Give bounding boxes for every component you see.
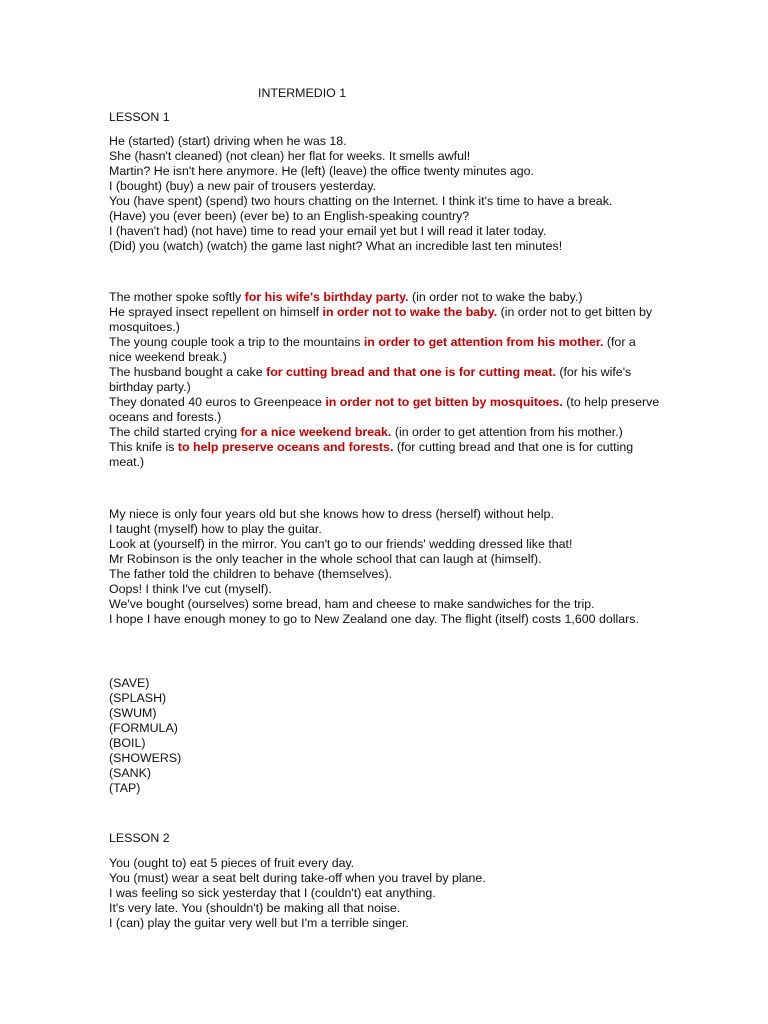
highlighted-answer: to help preserve oceans and forests. (177, 440, 394, 454)
highlighted-answer: in order not to wake the baby. (322, 305, 498, 319)
vocabulary-list (109, 676, 661, 796)
vocabulary-word: (SANK) (109, 766, 151, 780)
tenses-exercise (109, 134, 661, 254)
exercise-line: (Have) you (ever been) (ever be) to an English-speaking country? (109, 209, 470, 223)
sentence-start: The mother spoke softly (109, 290, 245, 304)
sentence-hint: (in order to get attention from his mother.) (391, 425, 623, 439)
sentence-start: He sprayed insect repellent on himself (109, 305, 323, 319)
sentence-hint: (in order not to wake the baby.) (408, 290, 583, 304)
vocabulary-word: (TAP) (109, 781, 141, 795)
sentence-hint: (for a nice weekend break.) (109, 335, 636, 364)
document-title: INTERMEDIO 1 (258, 86, 347, 100)
vocabulary-word: (SPLASH) (109, 691, 167, 705)
exercise-sentence (109, 440, 661, 470)
exercise-line: I hope I have enough money to go to New Zealand one day. The flight (itself) costs 1,600 dollars. (109, 612, 639, 626)
highlighted-answer: for his wife's birthday party. (244, 290, 409, 304)
exercise-line: You (must) wear a seat belt during take-off when you travel by plane. (109, 871, 486, 885)
purpose-exercise (109, 290, 661, 470)
exercise-sentence (109, 365, 661, 395)
exercise-line: We've bought (ourselves) some bread, ham and cheese to make sandwiches for the trip. (109, 597, 595, 611)
exercise-line: She (hasn't cleaned) (not clean) her flat for weeks. It smells awful! (109, 149, 471, 163)
exercise-line: You (have spent) (spend) two hours chatting on the Internet. I think it's time to have a break. (109, 194, 613, 208)
sentence-start: They donated 40 euros to Greenpeace (109, 395, 326, 409)
vocabulary-word: (BOIL) (109, 736, 146, 750)
lesson-1-heading: LESSON 1 (109, 110, 170, 124)
exercise-line: It's very late. You (shouldn't) be making all that noise. (109, 901, 401, 915)
sentence-start: The young couple took a trip to the mountains (109, 335, 364, 349)
sentence-hint: (in order not to get bitten by mosquitoes.) (109, 305, 653, 334)
sentence-start: The child started crying (109, 425, 241, 439)
highlighted-answer: for cutting bread and that one is for cutting meat. (266, 365, 556, 379)
exercise-sentence (109, 305, 661, 335)
sentence-hint: (for cutting bread and that one is for cutting meat.) (109, 440, 634, 469)
vocabulary-word: (SHOWERS) (109, 751, 182, 765)
exercise-line: I was feeling so sick yesterday that I (couldn't) eat anything. (109, 886, 436, 900)
exercise-sentence (109, 335, 661, 365)
highlighted-answer: for a nice weekend break. (240, 425, 392, 439)
exercise-line: Martin? He isn't here anymore. He (left) (leave) the office twenty minutes ago. (109, 164, 534, 178)
sentence-start: The husband bought a cake (109, 365, 267, 379)
vocabulary-word: (SWUM) (109, 706, 157, 720)
exercise-line: I (bought) (buy) a new pair of trousers yesterday. (109, 179, 376, 193)
modals-exercise (109, 856, 661, 931)
lesson-2-heading: LESSON 2 (109, 831, 170, 845)
highlighted-answer: in order not to get bitten by mosquitoes. (325, 395, 563, 409)
vocabulary-word: (SAVE) (109, 676, 150, 690)
sentence-start: This knife is (109, 440, 178, 454)
exercise-line: I (can) play the guitar very well but I'm a terrible singer. (109, 916, 409, 930)
highlighted-answer: in order to get attention from his mother. (363, 335, 604, 349)
exercise-sentence (109, 395, 661, 425)
exercise-line: Look at (yourself) in the mirror. You can't go to our friends' wedding dressed like that! (109, 537, 573, 551)
sentence-hint: (for his wife's birthday party.) (109, 365, 632, 394)
exercise-line: I taught (myself) how to play the guitar. (109, 522, 322, 536)
reflexive-pronouns-exercise (109, 507, 661, 627)
exercise-sentence (109, 425, 661, 440)
exercise-line: I (haven't had) (not have) time to read your email yet but I will read it later today. (109, 224, 547, 238)
exercise-line: My niece is only four years old but she knows how to dress (herself) without help. (109, 507, 554, 521)
vocabulary-word: (FORMULA) (109, 721, 178, 735)
exercise-line: Mr Robinson is the only teacher in the whole school that can laugh at (himself). (109, 552, 542, 566)
exercise-line: You (ought to) eat 5 pieces of fruit every day. (109, 856, 355, 870)
exercise-line: The father told the children to behave (themselves). (109, 567, 393, 581)
exercise-sentence (109, 290, 661, 305)
exercise-line: He (started) (start) driving when he was 18. (109, 134, 347, 148)
sentence-hint: (to help preserve oceans and forests.) (109, 395, 660, 424)
exercise-line: Oops! I think I've cut (myself). (109, 582, 272, 596)
exercise-line: (Did) you (watch) (watch) the game last night? What an incredible last ten minutes! (109, 239, 563, 253)
